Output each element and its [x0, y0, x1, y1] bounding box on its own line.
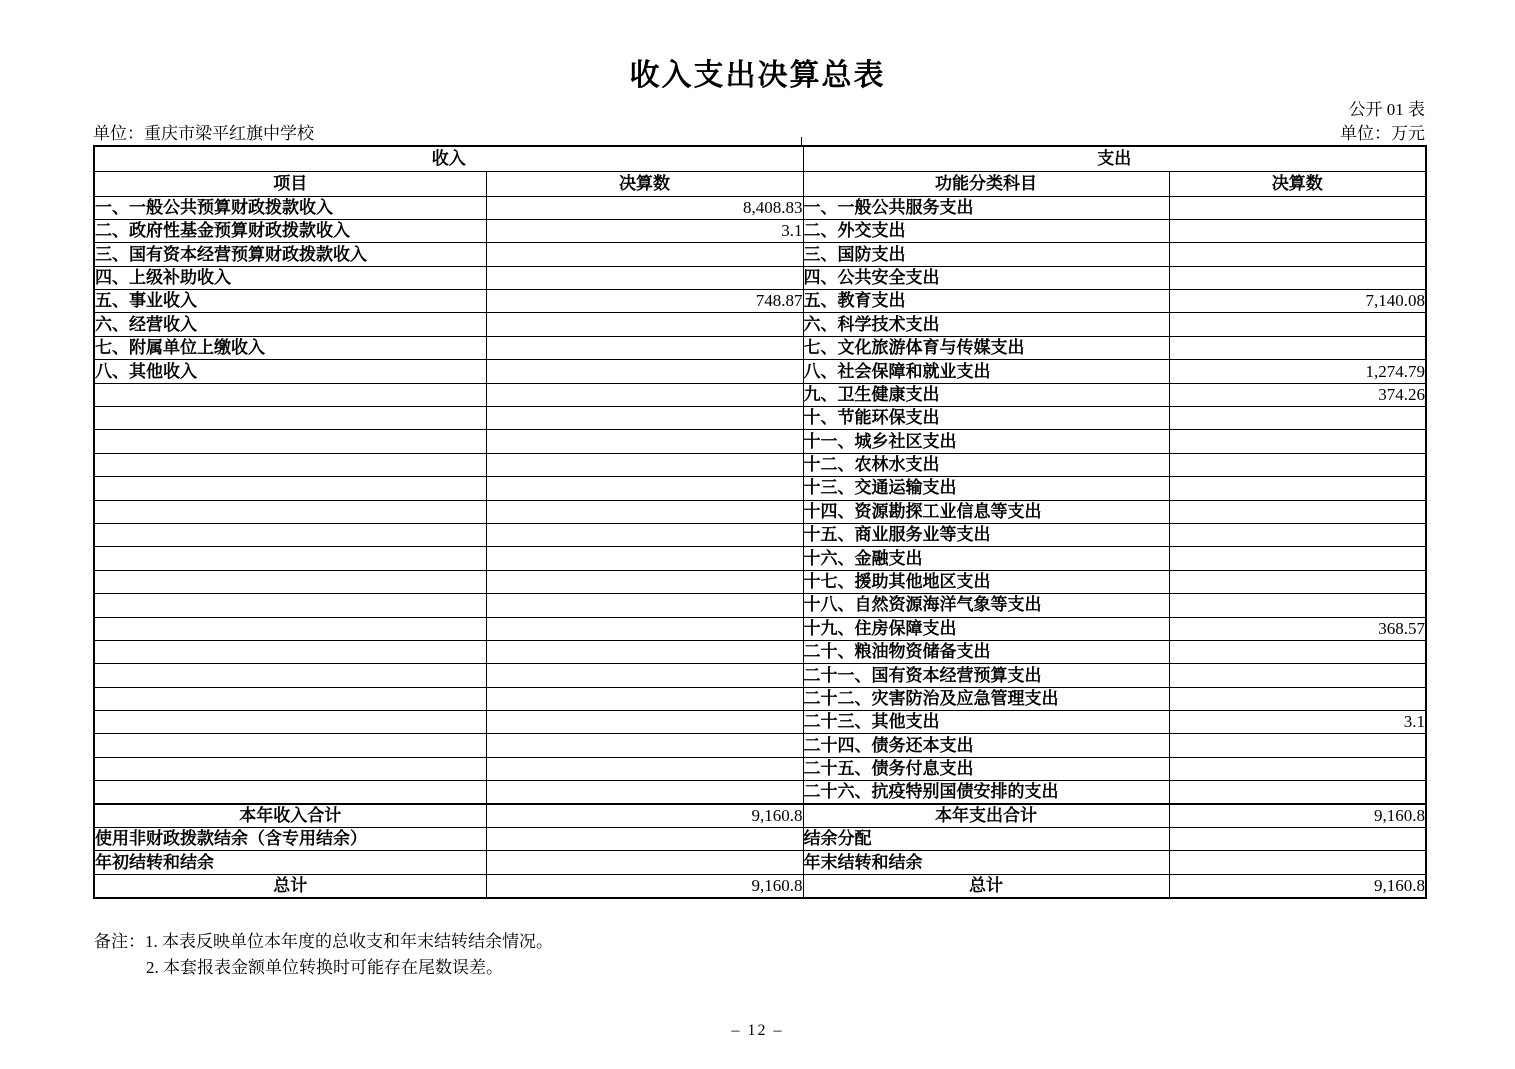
income-value-cell — [486, 477, 803, 500]
expense-value-cell — [1169, 500, 1426, 523]
expense-value-cell — [1169, 687, 1426, 710]
expense-value-cell — [1169, 430, 1426, 453]
expense-item-cell: 十六、金融支出 — [803, 547, 1169, 570]
table-row — [94, 711, 1426, 734]
expense-value-cell — [1169, 196, 1426, 219]
expense-item-cell: 十二、农林水支出 — [803, 453, 1169, 476]
table-row — [94, 804, 1426, 827]
expense-value-cell — [1169, 336, 1426, 359]
note-text-2: 2. 本套报表金额单位转换时可能存在尾数误差。 — [146, 958, 503, 977]
income-item-cell: 五、事业收入 — [94, 290, 486, 313]
income-item-cell — [94, 523, 486, 546]
expense-item-cell: 本年支出合计 — [803, 804, 1169, 827]
expense-item-cell: 八、社会保障和就业支出 — [803, 360, 1169, 383]
note-line-1 — [94, 929, 553, 955]
notes-block — [94, 929, 553, 981]
income-value-cell — [486, 266, 803, 289]
expense-value-cell — [1169, 664, 1426, 687]
income-item-cell — [94, 734, 486, 757]
expense-item-cell: 三、国防支出 — [803, 243, 1169, 266]
expense-item-cell: 六、科学技术支出 — [803, 313, 1169, 336]
expense-item-cell: 七、文化旅游体育与传媒支出 — [803, 336, 1169, 359]
currency-unit-label: 单位：万元 — [1340, 124, 1425, 143]
expense-item-cell: 九、卫生健康支出 — [803, 383, 1169, 406]
income-item-cell: 二、政府性基金预算财政拨款收入 — [94, 219, 486, 242]
income-item-cell — [94, 640, 486, 663]
table-row — [94, 851, 1426, 874]
table-row — [94, 219, 1426, 242]
expense-item-cell: 总计 — [803, 874, 1169, 897]
expense-item-cell: 二十六、抗疫特别国债安排的支出 — [803, 781, 1169, 804]
expense-value-cell: 374.26 — [1169, 383, 1426, 406]
expense-item-cell: 结余分配 — [803, 828, 1169, 851]
income-item-cell — [94, 570, 486, 593]
income-item-cell — [94, 781, 486, 804]
income-item-cell — [94, 383, 486, 406]
income-item-cell — [94, 500, 486, 523]
table-row — [94, 594, 1426, 617]
income-item-cell — [94, 594, 486, 617]
income-item-cell: 年初结转和结余 — [94, 851, 486, 874]
expense-value-cell — [1169, 407, 1426, 430]
table-row — [94, 687, 1426, 710]
expense-item-cell: 一、一般公共服务支出 — [803, 196, 1169, 219]
expense-value-cell — [1169, 523, 1426, 546]
table-row — [94, 757, 1426, 780]
income-section-header: 收入 — [94, 146, 803, 171]
table-row — [94, 383, 1426, 406]
expense-item-cell: 二十、粮油物资储备支出 — [803, 640, 1169, 663]
income-value-cell: 3.1 — [486, 219, 803, 242]
table-row — [94, 243, 1426, 266]
income-item-cell — [94, 617, 486, 640]
income-value-cell — [486, 336, 803, 359]
unit-name-label: 单位：重庆市梁平红旗中学校 — [93, 124, 314, 143]
expense-value-cell — [1169, 734, 1426, 757]
income-item-cell: 一、一般公共预算财政拨款收入 — [94, 196, 486, 219]
budget-summary-table — [93, 145, 1427, 899]
expense-value-cell — [1169, 851, 1426, 874]
table-row — [94, 313, 1426, 336]
table-row — [94, 734, 1426, 757]
income-item-cell — [94, 711, 486, 734]
expense-item-cell: 十四、资源勘探工业信息等支出 — [803, 500, 1169, 523]
expense-value-cell — [1169, 781, 1426, 804]
page-number: – 12 – — [731, 1022, 784, 1039]
income-item-cell — [94, 430, 486, 453]
table-row — [94, 664, 1426, 687]
table-row — [94, 547, 1426, 570]
income-item-cell — [94, 757, 486, 780]
expense-section-header: 支出 — [803, 146, 1426, 171]
table-row — [94, 290, 1426, 313]
expense-item-cell: 四、公共安全支出 — [803, 266, 1169, 289]
expense-value-cell — [1169, 570, 1426, 593]
income-item-cell: 本年收入合计 — [94, 804, 486, 827]
expense-value-cell — [1169, 219, 1426, 242]
expense-item-cell: 十九、住房保障支出 — [803, 617, 1169, 640]
income-value-cell — [486, 617, 803, 640]
table-row — [94, 874, 1426, 897]
table-row — [94, 360, 1426, 383]
expense-item-cell: 十八、自然资源海洋气象等支出 — [803, 594, 1169, 617]
table-row — [94, 196, 1426, 219]
income-value-cell — [486, 360, 803, 383]
table-row — [94, 640, 1426, 663]
expense-item-cell: 十三、交通运输支出 — [803, 477, 1169, 500]
expense-item-cell: 五、教育支出 — [803, 290, 1169, 313]
income-item-cell: 六、经营收入 — [94, 313, 486, 336]
table-row — [94, 407, 1426, 430]
income-item-cell: 总计 — [94, 874, 486, 897]
expense-value-cell — [1169, 453, 1426, 476]
table-row — [94, 336, 1426, 359]
income-item-cell — [94, 407, 486, 430]
income-item-column-header: 项目 — [94, 171, 486, 196]
income-item-cell: 四、上级补助收入 — [94, 266, 486, 289]
income-item-cell — [94, 477, 486, 500]
expense-value-cell: 9,160.8 — [1169, 804, 1426, 827]
expense-value-cell: 368.57 — [1169, 617, 1426, 640]
income-value-cell — [486, 570, 803, 593]
income-value-cell — [486, 664, 803, 687]
expense-value-cell: 7,140.08 — [1169, 290, 1426, 313]
table-row — [94, 477, 1426, 500]
table-row — [94, 500, 1426, 523]
expense-value-cell — [1169, 640, 1426, 663]
expense-value-cell — [1169, 594, 1426, 617]
note-text-1: 1. 本表反映单位本年度的总收支和年末结转结余情况。 — [145, 932, 553, 951]
income-value-cell — [486, 781, 803, 804]
expense-value-cell — [1169, 477, 1426, 500]
expense-item-cell: 十五、商业服务业等支出 — [803, 523, 1169, 546]
income-value-cell — [486, 313, 803, 336]
table-divider-tick — [801, 137, 802, 145]
income-value-cell — [486, 594, 803, 617]
form-code-label: 公开 01 表 — [1348, 100, 1425, 119]
income-value-cell — [486, 407, 803, 430]
expense-item-cell: 十七、援助其他地区支出 — [803, 570, 1169, 593]
table-body — [94, 196, 1426, 898]
income-item-cell — [94, 664, 486, 687]
meta-row — [93, 119, 1425, 144]
table-row — [94, 570, 1426, 593]
expense-value-cell — [1169, 757, 1426, 780]
note-line-2 — [146, 955, 553, 981]
expense-item-cell: 二十三、其他支出 — [803, 711, 1169, 734]
income-value-cell — [486, 640, 803, 663]
expense-value-cell — [1169, 547, 1426, 570]
income-value-cell — [486, 711, 803, 734]
income-value-cell: 9,160.8 — [486, 804, 803, 827]
income-item-cell — [94, 453, 486, 476]
expense-item-cell: 二、外交支出 — [803, 219, 1169, 242]
income-item-cell: 七、附属单位上缴收入 — [94, 336, 486, 359]
income-value-column-header: 决算数 — [486, 171, 803, 196]
expense-value-cell: 3.1 — [1169, 711, 1426, 734]
expense-value-cell — [1169, 313, 1426, 336]
table-row — [94, 828, 1426, 851]
income-value-cell — [486, 757, 803, 780]
income-item-cell: 八、其他收入 — [94, 360, 486, 383]
expense-item-cell: 二十二、灾害防治及应急管理支出 — [803, 687, 1169, 710]
income-value-cell — [486, 243, 803, 266]
page-title: 收入支出决算总表 — [629, 59, 886, 92]
income-value-cell — [486, 430, 803, 453]
income-value-cell — [486, 547, 803, 570]
expense-item-cell: 二十一、国有资本经营预算支出 — [803, 664, 1169, 687]
income-value-cell — [486, 734, 803, 757]
table-row — [94, 430, 1426, 453]
income-value-cell — [486, 828, 803, 851]
expense-value-column-header: 决算数 — [1169, 171, 1426, 196]
table-row — [94, 523, 1426, 546]
income-item-cell: 使用非财政拨款结余（含专用结余） — [94, 828, 486, 851]
expense-item-cell: 二十五、债务付息支出 — [803, 757, 1169, 780]
table-row — [94, 781, 1426, 804]
income-value-cell — [486, 500, 803, 523]
notes-label: 备注： — [94, 932, 145, 951]
income-value-cell — [486, 851, 803, 874]
income-value-cell — [486, 523, 803, 546]
table-row — [94, 453, 1426, 476]
table-row — [94, 617, 1426, 640]
expense-item-cell: 十、节能环保支出 — [803, 407, 1169, 430]
section-header-row — [94, 146, 1426, 171]
expense-value-cell: 9,160.8 — [1169, 874, 1426, 897]
income-item-cell: 三、国有资本经营预算财政拨款收入 — [94, 243, 486, 266]
income-value-cell — [486, 383, 803, 406]
income-value-cell: 9,160.8 — [486, 874, 803, 897]
column-header-row — [94, 171, 1426, 196]
expense-item-column-header: 功能分类科目 — [803, 171, 1169, 196]
income-value-cell — [486, 687, 803, 710]
expense-value-cell — [1169, 828, 1426, 851]
table-row — [94, 266, 1426, 289]
expense-value-cell — [1169, 243, 1426, 266]
income-item-cell — [94, 547, 486, 570]
income-value-cell: 8,408.83 — [486, 196, 803, 219]
expense-item-cell: 十一、城乡社区支出 — [803, 430, 1169, 453]
expense-item-cell: 二十四、债务还本支出 — [803, 734, 1169, 757]
expense-item-cell: 年末结转和结余 — [803, 851, 1169, 874]
income-value-cell — [486, 453, 803, 476]
expense-value-cell — [1169, 266, 1426, 289]
table-header — [94, 146, 1426, 196]
income-value-cell: 748.87 — [486, 290, 803, 313]
expense-value-cell: 1,274.79 — [1169, 360, 1426, 383]
income-item-cell — [94, 687, 486, 710]
